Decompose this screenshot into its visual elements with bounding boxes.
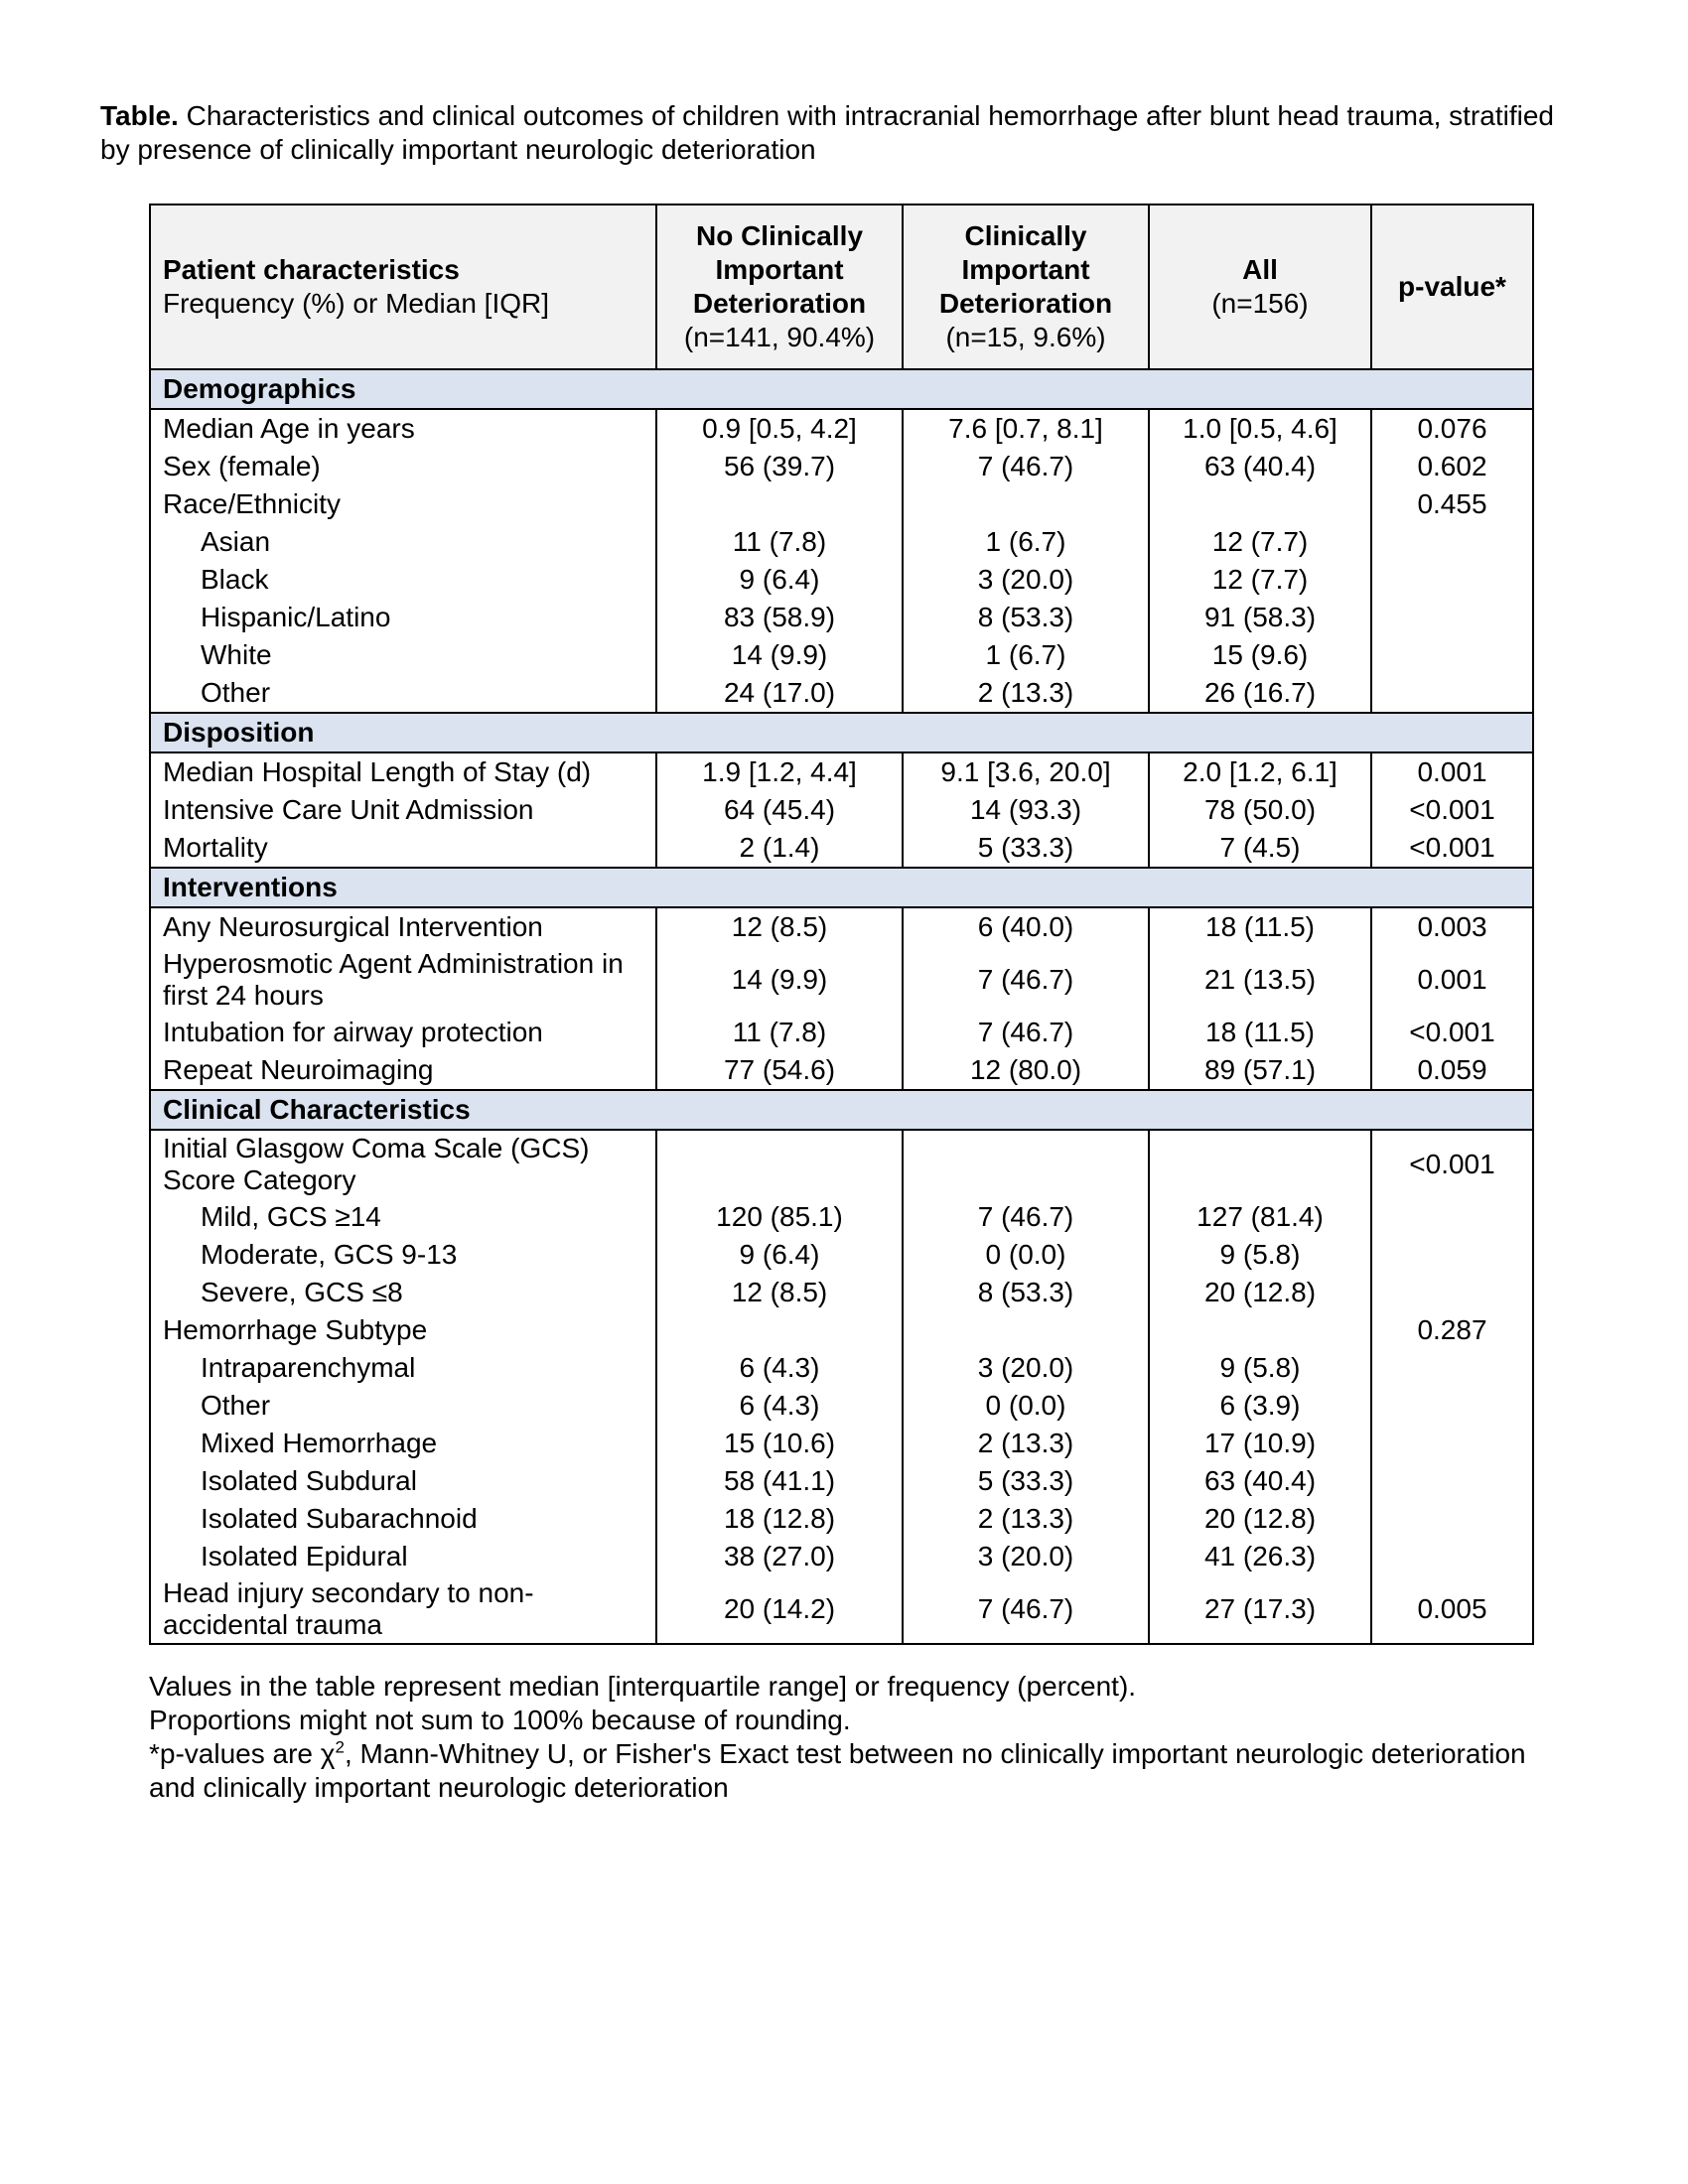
- header-col3-line1: Clinically: [964, 220, 1087, 251]
- p-value: 0.287: [1371, 1311, 1533, 1349]
- header-all: [1149, 205, 1371, 369]
- table-row: [150, 1500, 1533, 1538]
- header-no-deterioration: [656, 205, 903, 369]
- footnote-3-pre: *p-values are χ: [149, 1738, 336, 1769]
- row-label: Mortality: [150, 829, 656, 868]
- p-value: <0.001: [1371, 1014, 1533, 1051]
- all-value: 127 (81.4): [1149, 1198, 1371, 1236]
- table-row: [150, 1425, 1533, 1462]
- deterioration-value: 3 (20.0): [903, 1349, 1149, 1387]
- all-value: [1149, 1311, 1371, 1349]
- footnote-2: Proportions might not sum to 100% because of rounding.: [149, 1705, 851, 1735]
- p-value: [1371, 674, 1533, 713]
- table-row: [150, 1014, 1533, 1051]
- header-col3-line2: Important: [961, 254, 1090, 285]
- deterioration-value: 12 (80.0): [903, 1051, 1149, 1090]
- no-deterioration-value: 11 (7.8): [656, 523, 903, 561]
- table-row: [150, 409, 1533, 448]
- row-label: Median Age in years: [150, 409, 656, 448]
- p-value: 0.001: [1371, 946, 1533, 1014]
- p-value: <0.001: [1371, 829, 1533, 868]
- row-label: Hispanic/Latino: [150, 599, 656, 636]
- p-value: [1371, 1538, 1533, 1575]
- row-label: Severe, GCS ≤8: [150, 1274, 656, 1311]
- all-value: 2.0 [1.2, 6.1]: [1149, 752, 1371, 791]
- deterioration-value: 7 (46.7): [903, 1198, 1149, 1236]
- row-label: Other: [150, 674, 656, 713]
- table-row: [150, 523, 1533, 561]
- deterioration-value: 8 (53.3): [903, 1274, 1149, 1311]
- row-label: Isolated Subdural: [150, 1462, 656, 1500]
- all-value: [1149, 485, 1371, 523]
- p-value: [1371, 1462, 1533, 1500]
- all-value: 1.0 [0.5, 4.6]: [1149, 409, 1371, 448]
- deterioration-value: 3 (20.0): [903, 1538, 1149, 1575]
- p-value: [1371, 1387, 1533, 1425]
- footnote-3: [149, 1737, 1539, 1805]
- caption-lead: Table.: [100, 100, 179, 131]
- no-deterioration-value: 120 (85.1): [656, 1198, 903, 1236]
- row-label: Other: [150, 1387, 656, 1425]
- no-deterioration-value: 15 (10.6): [656, 1425, 903, 1462]
- deterioration-value: 0 (0.0): [903, 1236, 1149, 1274]
- header-col3-subtitle: (n=15, 9.6%): [945, 322, 1106, 352]
- header-col2-line2: Important: [715, 254, 844, 285]
- no-deterioration-value: 6 (4.3): [656, 1387, 903, 1425]
- table-body: [150, 369, 1533, 1644]
- table-row: [150, 1130, 1533, 1198]
- table-row: [150, 561, 1533, 599]
- section-clinical: Clinical Characteristics: [150, 1090, 1533, 1130]
- header-col4-subtitle: (n=156): [1211, 288, 1309, 319]
- no-deterioration-value: 12 (8.5): [656, 907, 903, 946]
- p-value: [1371, 1425, 1533, 1462]
- table-row: [150, 1387, 1533, 1425]
- p-value: [1371, 523, 1533, 561]
- p-value: [1371, 1500, 1533, 1538]
- all-value: 12 (7.7): [1149, 561, 1371, 599]
- header-col5-title: p-value*: [1398, 271, 1506, 302]
- row-label: Intensive Care Unit Admission: [150, 791, 656, 829]
- no-deterioration-value: 2 (1.4): [656, 829, 903, 868]
- table-row: [150, 485, 1533, 523]
- all-value: 26 (16.7): [1149, 674, 1371, 713]
- p-value: [1371, 636, 1533, 674]
- deterioration-value: 5 (33.3): [903, 1462, 1149, 1500]
- all-value: 9 (5.8): [1149, 1349, 1371, 1387]
- table-footnotes: [149, 1670, 1539, 1805]
- all-value: 21 (13.5): [1149, 946, 1371, 1014]
- all-value: 7 (4.5): [1149, 829, 1371, 868]
- all-value: 6 (3.9): [1149, 1387, 1371, 1425]
- row-label: Intubation for airway protection: [150, 1014, 656, 1051]
- all-value: 20 (12.8): [1149, 1500, 1371, 1538]
- no-deterioration-value: 20 (14.2): [656, 1575, 903, 1644]
- p-value: 0.455: [1371, 485, 1533, 523]
- deterioration-value: 1 (6.7): [903, 636, 1149, 674]
- results-table: [149, 204, 1534, 1645]
- deterioration-value: 8 (53.3): [903, 599, 1149, 636]
- table-header-row: [150, 205, 1533, 369]
- section-demographics: Demographics: [150, 369, 1533, 409]
- row-label: Moderate, GCS 9-13: [150, 1236, 656, 1274]
- footnote-3-sup: 2: [335, 1737, 345, 1757]
- row-label: Head injury secondary to non-accidental trauma: [150, 1575, 656, 1644]
- all-value: 27 (17.3): [1149, 1575, 1371, 1644]
- deterioration-value: 3 (20.0): [903, 561, 1149, 599]
- deterioration-value: 14 (93.3): [903, 791, 1149, 829]
- table-caption: [100, 99, 1590, 167]
- table-row: [150, 1311, 1533, 1349]
- no-deterioration-value: 64 (45.4): [656, 791, 903, 829]
- table-row: [150, 1575, 1533, 1644]
- table-row: [150, 752, 1533, 791]
- deterioration-value: 7 (46.7): [903, 1014, 1149, 1051]
- deterioration-value: 2 (13.3): [903, 1500, 1149, 1538]
- header-col1-title: Patient characteristics: [163, 254, 460, 285]
- row-label: Isolated Epidural: [150, 1538, 656, 1575]
- all-value: 78 (50.0): [1149, 791, 1371, 829]
- no-deterioration-value: 0.9 [0.5, 4.2]: [656, 409, 903, 448]
- no-deterioration-value: [656, 1311, 903, 1349]
- deterioration-value: 2 (13.3): [903, 1425, 1149, 1462]
- table-row: [150, 674, 1533, 713]
- row-label: Initial Glasgow Coma Scale (GCS) Score Category: [150, 1130, 656, 1198]
- p-value: 0.003: [1371, 907, 1533, 946]
- header-col2-subtitle: (n=141, 90.4%): [683, 322, 876, 352]
- row-label: Isolated Subarachnoid: [150, 1500, 656, 1538]
- row-label: Mild, GCS ≥14: [150, 1198, 656, 1236]
- no-deterioration-value: 12 (8.5): [656, 1274, 903, 1311]
- footnote-1: Values in the table represent median [interquartile range] or frequency (percent).: [149, 1671, 1137, 1702]
- all-value: [1149, 1130, 1371, 1198]
- deterioration-value: 2 (13.3): [903, 674, 1149, 713]
- deterioration-value: 5 (33.3): [903, 829, 1149, 868]
- p-value: 0.059: [1371, 1051, 1533, 1090]
- row-label: White: [150, 636, 656, 674]
- all-value: 89 (57.1): [1149, 1051, 1371, 1090]
- no-deterioration-value: [656, 485, 903, 523]
- section-row: [150, 713, 1533, 752]
- all-value: 91 (58.3): [1149, 599, 1371, 636]
- p-value: [1371, 1274, 1533, 1311]
- header-col3-line3: Deterioration: [938, 288, 1113, 319]
- no-deterioration-value: 56 (39.7): [656, 448, 903, 485]
- table-row: [150, 1538, 1533, 1575]
- row-label: Mixed Hemorrhage: [150, 1425, 656, 1462]
- all-value: 63 (40.4): [1149, 448, 1371, 485]
- no-deterioration-value: 11 (7.8): [656, 1014, 903, 1051]
- table-row: [150, 907, 1533, 946]
- table-row: [150, 599, 1533, 636]
- row-label: Asian: [150, 523, 656, 561]
- table-row: [150, 829, 1533, 868]
- all-value: 41 (26.3): [1149, 1538, 1371, 1575]
- all-value: 18 (11.5): [1149, 1014, 1371, 1051]
- table-row: [150, 1198, 1533, 1236]
- p-value: 0.602: [1371, 448, 1533, 485]
- header-p-value: [1371, 205, 1533, 369]
- row-label: Race/Ethnicity: [150, 485, 656, 523]
- header-col4-title: All: [1242, 254, 1278, 285]
- section-row: [150, 1090, 1533, 1130]
- p-value: <0.001: [1371, 791, 1533, 829]
- header-col1-subtitle: Frequency (%) or Median [IQR]: [163, 288, 550, 319]
- p-value: <0.001: [1371, 1130, 1533, 1198]
- no-deterioration-value: 77 (54.6): [656, 1051, 903, 1090]
- header-col2-line1: No Clinically: [695, 220, 864, 251]
- no-deterioration-value: 24 (17.0): [656, 674, 903, 713]
- header-col2-line3: Deterioration: [692, 288, 867, 319]
- no-deterioration-value: 9 (6.4): [656, 561, 903, 599]
- row-label: Repeat Neuroimaging: [150, 1051, 656, 1090]
- deterioration-value: [903, 485, 1149, 523]
- deterioration-value: 9.1 [3.6, 20.0]: [903, 752, 1149, 791]
- section-row: [150, 369, 1533, 409]
- header-patient-characteristics: [150, 205, 656, 369]
- deterioration-value: 1 (6.7): [903, 523, 1149, 561]
- header-deterioration: [903, 205, 1149, 369]
- deterioration-value: 6 (40.0): [903, 907, 1149, 946]
- all-value: 9 (5.8): [1149, 1236, 1371, 1274]
- no-deterioration-value: 14 (9.9): [656, 636, 903, 674]
- no-deterioration-value: 83 (58.9): [656, 599, 903, 636]
- all-value: 17 (10.9): [1149, 1425, 1371, 1462]
- no-deterioration-value: 38 (27.0): [656, 1538, 903, 1575]
- p-value: 0.005: [1371, 1575, 1533, 1644]
- no-deterioration-value: 6 (4.3): [656, 1349, 903, 1387]
- p-value: [1371, 1349, 1533, 1387]
- all-value: 15 (9.6): [1149, 636, 1371, 674]
- footnote-3-post: , Mann-Whitney U, or Fisher's Exact test between no clinically important neurologic deterioration and clinically important neurologic deterioration: [149, 1738, 1526, 1803]
- row-label: Hemorrhage Subtype: [150, 1311, 656, 1349]
- p-value: [1371, 599, 1533, 636]
- section-interventions: Interventions: [150, 868, 1533, 907]
- all-value: 18 (11.5): [1149, 907, 1371, 946]
- row-label: Any Neurosurgical Intervention: [150, 907, 656, 946]
- caption-text: Characteristics and clinical outcomes of children with intracranial hemorrhage after blunt head trauma, stratified by presence of clinically important neurologic deterioration: [100, 100, 1554, 165]
- p-value: 0.001: [1371, 752, 1533, 791]
- p-value: [1371, 1198, 1533, 1236]
- p-value: [1371, 561, 1533, 599]
- no-deterioration-value: 18 (12.8): [656, 1500, 903, 1538]
- table-row: [150, 448, 1533, 485]
- all-value: 20 (12.8): [1149, 1274, 1371, 1311]
- table-row: [150, 1462, 1533, 1500]
- table-row: [150, 1051, 1533, 1090]
- deterioration-value: 0 (0.0): [903, 1387, 1149, 1425]
- table-row: [150, 1274, 1533, 1311]
- all-value: 63 (40.4): [1149, 1462, 1371, 1500]
- deterioration-value: [903, 1130, 1149, 1198]
- row-label: Intraparenchymal: [150, 1349, 656, 1387]
- table-row: [150, 791, 1533, 829]
- p-value: 0.076: [1371, 409, 1533, 448]
- section-disposition: Disposition: [150, 713, 1533, 752]
- row-label: Black: [150, 561, 656, 599]
- no-deterioration-value: 14 (9.9): [656, 946, 903, 1014]
- deterioration-value: 7 (46.7): [903, 448, 1149, 485]
- no-deterioration-value: 58 (41.1): [656, 1462, 903, 1500]
- section-row: [150, 868, 1533, 907]
- deterioration-value: 7.6 [0.7, 8.1]: [903, 409, 1149, 448]
- table-row: [150, 1349, 1533, 1387]
- row-label: Hyperosmotic Agent Administration in first 24 hours: [150, 946, 656, 1014]
- all-value: 12 (7.7): [1149, 523, 1371, 561]
- no-deterioration-value: 9 (6.4): [656, 1236, 903, 1274]
- no-deterioration-value: 1.9 [1.2, 4.4]: [656, 752, 903, 791]
- row-label: Sex (female): [150, 448, 656, 485]
- deterioration-value: 7 (46.7): [903, 946, 1149, 1014]
- no-deterioration-value: [656, 1130, 903, 1198]
- deterioration-value: 7 (46.7): [903, 1575, 1149, 1644]
- table-row: [150, 636, 1533, 674]
- table-row: [150, 946, 1533, 1014]
- table-row: [150, 1236, 1533, 1274]
- row-label: Median Hospital Length of Stay (d): [150, 752, 656, 791]
- deterioration-value: [903, 1311, 1149, 1349]
- p-value: [1371, 1236, 1533, 1274]
